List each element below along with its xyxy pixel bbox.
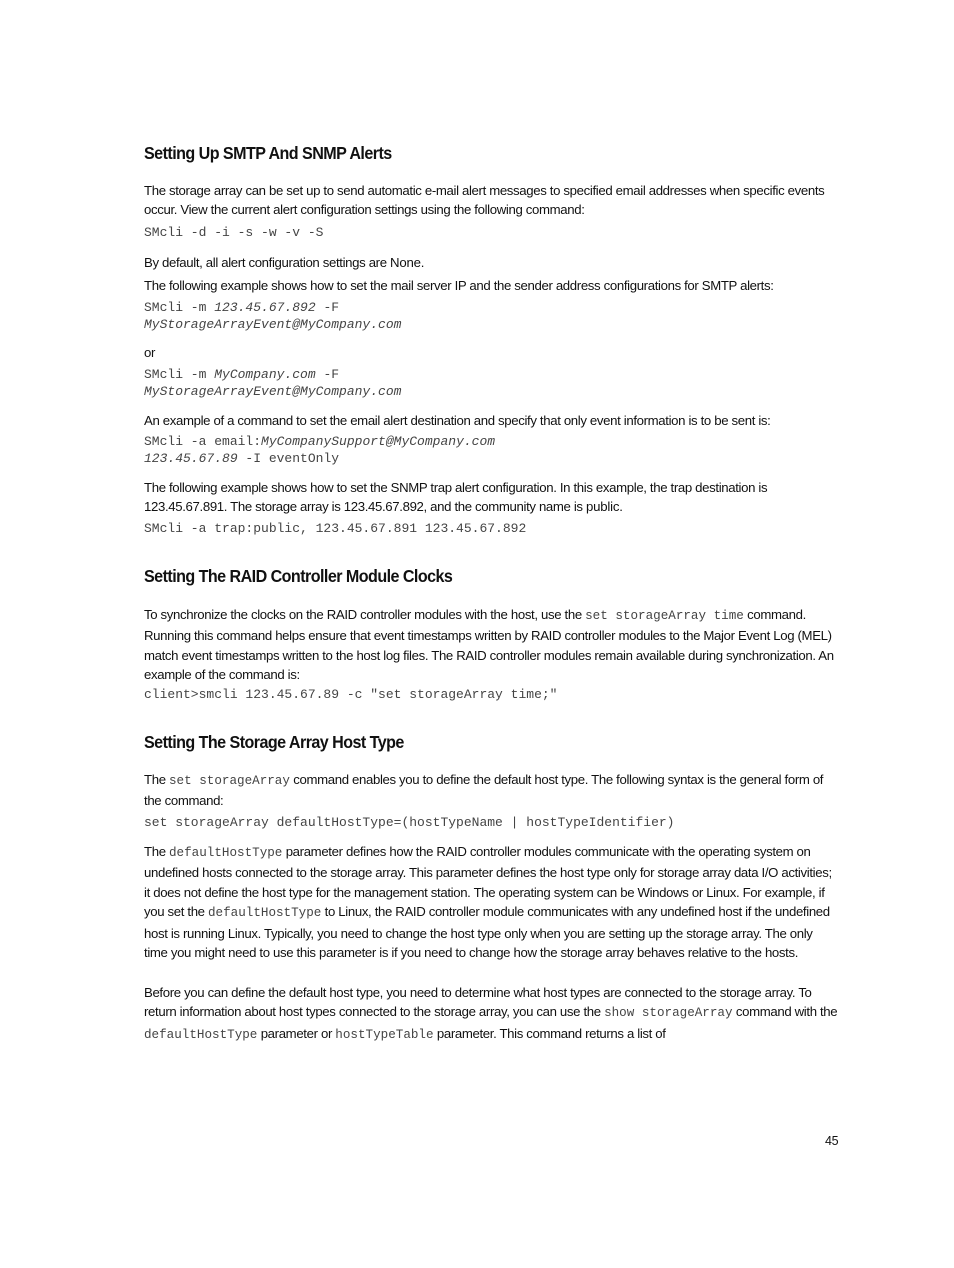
paragraph: The defaultHostType parameter defines how the RAID controller modules communicate with the operating system on undefined hosts connected to the storage array. This parameter defines the host type only for storage array data I/O activities; it does not define the host type for the management station. The operating system can be Windows or Linux. For example, if you set the defaultHostType to Linux, the RAID controller module communicates with any undefined host if the undefined host is running Linux. Typically, you need to change the host type only when you are setting up the storage array. The only time you might need to use this parameter is if you need to change how the storage array behaves relative to the hosts.: [144, 844, 832, 961]
inline-code: set storageArray: [169, 774, 290, 788]
inline-code: show storageArray: [604, 1006, 733, 1021]
inline-code: defaultHostType: [144, 1027, 258, 1042]
paragraph: An example of a command to set the email alert destination and specify that only event information is to be sent is:: [144, 413, 771, 428]
ui-value-public: public: [586, 499, 620, 515]
paragraph-or: or: [144, 345, 156, 360]
paragraph: By default, all alert configuration settings are None.: [144, 255, 425, 270]
section-heading-smtp-snmp: Setting Up SMTP And SNMP Alerts: [144, 143, 392, 163]
paragraph: The storage array can be set up to send automatic e-mail alert messages to specified email addresses when specific events occur. View the current alert configuration settings using the following command:: [144, 183, 825, 218]
paragraph: The following example shows how to set the mail server IP and the sender address configurations for SMTP alerts:: [144, 278, 774, 293]
code-block: SMcli -a email:MyCompanySupport@MyCompany.com 123.45.67.89 -I eventOnly: [144, 434, 496, 466]
code-block: SMcli -a trap:public, 123.45.67.891 123.45.67.892: [144, 521, 527, 536]
code-block: client>smcli 123.45.67.89 -c "set storageArray time;": [144, 687, 558, 702]
inline-code: hostTypeTable: [335, 1027, 434, 1042]
inline-code: defaultHostType: [169, 846, 283, 860]
paragraph: The set storageArray command enables you to define the default host type. The following syntax is the general form of the command:: [144, 772, 824, 809]
page-number: 45: [825, 1134, 839, 1148]
section-heading-host-type: Setting The Storage Array Host Type: [144, 732, 404, 752]
code-block: SMcli -d -i -s -w -v -S: [144, 225, 324, 240]
inline-code: defaultHostType: [207, 906, 322, 921]
paragraph: Before you can define the default host type, you need to determine what host types are connected to the storage array. To return information about host types connected to the storage array, you can use the show storageArray command with the defaultHostType parameter or hostTypeTable parameter. This command returns a list of: [144, 985, 838, 1042]
inline-code: set storageArray time: [585, 609, 744, 623]
code-block: SMcli -m MyCompany.com -F MyStorageArrayEvent@MyCompany.com: [144, 367, 402, 399]
code-block: SMcli -m 123.45.67.892 -F MyStorageArrayEvent@MyCompany.com: [144, 300, 402, 332]
paragraph: To synchronize the clocks on the RAID controller modules with the host, use the set storageArray time command. Running this command helps ensure that event timestamps written by RAID controller modules to the Major Event Log (MEL) match event timestamps written to the host log files. The RAID controller modules remain available during synchronization. An example of the command is:: [144, 607, 834, 683]
paragraph: The following example shows how to set the SNMP trap alert configuration. In this example, the trap destination is 123.45.67.891. The storage array is 123.45.67.892, and the community name is public.: [144, 480, 768, 515]
ui-value-none: None: [390, 255, 421, 270]
code-block: set storageArray defaultHostType=(hostTypeName | hostTypeIdentifier): [144, 815, 675, 830]
section-heading-raid-clocks: Setting The RAID Controller Module Clocks: [144, 566, 453, 586]
